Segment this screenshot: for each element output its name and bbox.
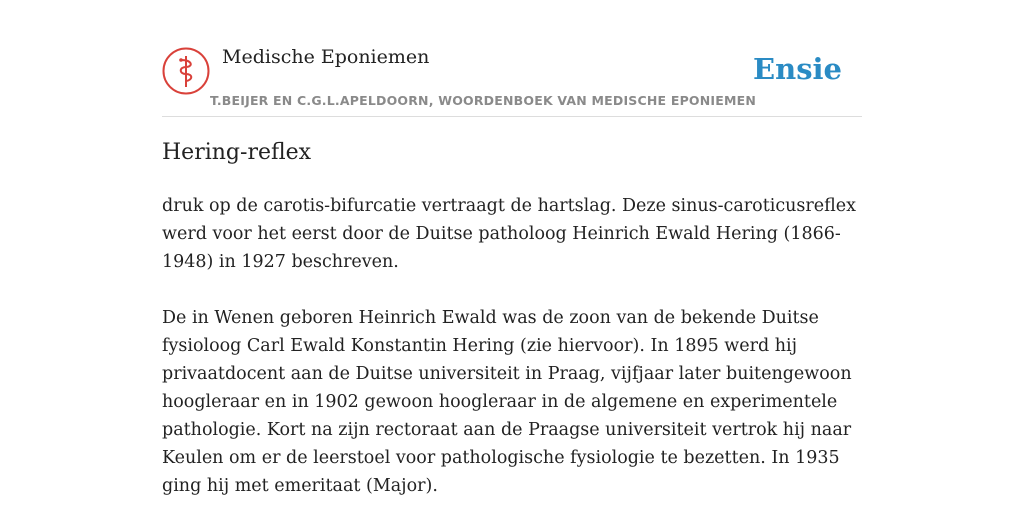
source-header: [162, 0, 862, 117]
entry-title: Hering-reflex: [162, 140, 312, 165]
caduceus-icon[interactable]: [162, 47, 210, 95]
brand-logo[interactable]: Ensie: [753, 52, 842, 86]
entry-body: [162, 192, 862, 528]
page: [162, 0, 862, 496]
entry-paragraph: De in Wenen geboren Heinrich Ewald was de zoon van de bekende Duitse fysioloog Carl Ewald Konstantin Hering (zie hiervoor). In 1895 werd hij privaatdocent aan de Duitse universiteit in Praag, vijfjaar later buitengewoon hoogleraar en in 1902 gewoon hoogleraar in de algemene en experimentele pathologie. Kort na zijn rectoraat aan de Praagse universiteit vertrok hij naar Keulen om er de leerstoel voor pathologische fysiologie te bezetten. In 1935 ging hij met emeritaat (Major).: [162, 308, 852, 496]
source-subtitle: T.BEIJER EN C.G.L.APELDOORN, WOORDENBOEK VAN MEDISCHE EPONIEMEN: [210, 93, 757, 108]
source-title[interactable]: Medische Eponiemen: [222, 46, 430, 68]
entry-paragraph: druk op de carotis-bifurcatie vertraagt de hartslag. Deze sinus-caroticusreflex werd voor het eerst door de Duitse patholoog Heinrich Ewald Hering (1866-1948) in 1927 beschreven.: [162, 196, 856, 272]
